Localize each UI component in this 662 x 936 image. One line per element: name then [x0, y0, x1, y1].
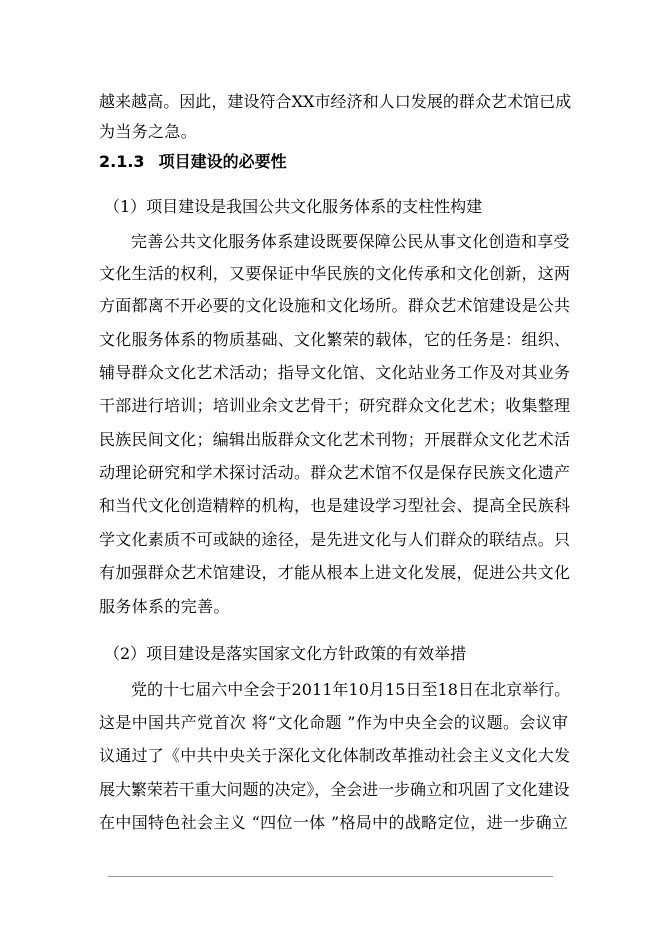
subsection-2-heading: （2）项目建设是落实国家文化方针政策的有效举措 [104, 644, 467, 663]
paragraph-1-line-5: 辅导群众文化艺术活动；指导文化馆、文化站业务工作及对其业务 [99, 363, 571, 382]
paragraph-1-line-10: 学文化素质不可或缺的途径，是先进文化与人们群众的联结点。只 [99, 530, 571, 549]
paragraph-2-line-3: 议通过了《中共中央关于深化文化体制改革推动社会主义文化大发 [99, 746, 571, 765]
paragraph-1-line-8: 动理论研究和学术探讨活动。群众艺术馆不仅是保存民族文化遗产 [99, 463, 571, 482]
section-heading [99, 149, 287, 172]
paragraph-1-line-12: 服务体系的完善。 [99, 597, 230, 616]
intro-line-2: 为当务之急。 [99, 122, 198, 141]
intro-line-1: 越来越高。因此，建设符合XX市经济和人口发展的群众艺术馆已成 [99, 92, 572, 111]
paragraph-2-line-5: 在中国特色社会主义 “四位一体 ”格局中的战略定位，进一步确立 [99, 813, 569, 832]
subsection-1-heading: （1）项目建设是我国公共文化服务体系的支柱性构建 [104, 197, 483, 216]
paragraph-1-line-1: 完善公共文化服务体系建设既要保障公民从事文化创造和享受 [131, 232, 570, 251]
paragraph-1-line-2: 文化生活的权利，又要保证中华民族的文化传承和文化创新，这两 [99, 264, 571, 283]
section-title: 项目建设的必要性 [158, 152, 287, 171]
paragraph-1-line-3: 方面都离不开必要的文化设施和文化场所。群众艺术馆建设是公共 [99, 296, 571, 315]
paragraph-2-line-2: 这是中国共产党首次 将“文化命题 ”作为中央全会的议题。会议审 [99, 713, 569, 732]
section-number: 2.1.3 [99, 152, 145, 171]
paragraph-1-line-4: 文化服务体系的物质基础、文化繁荣的载体，它的任务是：组织、 [99, 330, 571, 349]
paragraph-1-line-7: 民族民间文化；编辑出版群众文化艺术刊物；开展群众文化艺术活 [99, 430, 571, 449]
footer-divider [108, 876, 553, 877]
paragraph-1-line-9: 和当代文化创造精粹的机构，也是建设学习型社会、提高全民族科 [99, 496, 571, 515]
paragraph-1-line-6: 干部进行培训；培训业余文艺骨干；研究群众文化艺术；收集整理 [99, 396, 571, 415]
paragraph-2-line-1: 党的十七届六中全会于2011年10月15日至18日在北京举行。 [131, 680, 571, 699]
paragraph-1-line-11: 有加强群众艺术馆建设，才能从根本上进文化发展，促进公共文化 [99, 563, 571, 582]
paragraph-2-line-4: 展大繁荣若干重大问题的决定》，全会进一步确立和巩固了文化建设 [99, 780, 570, 799]
